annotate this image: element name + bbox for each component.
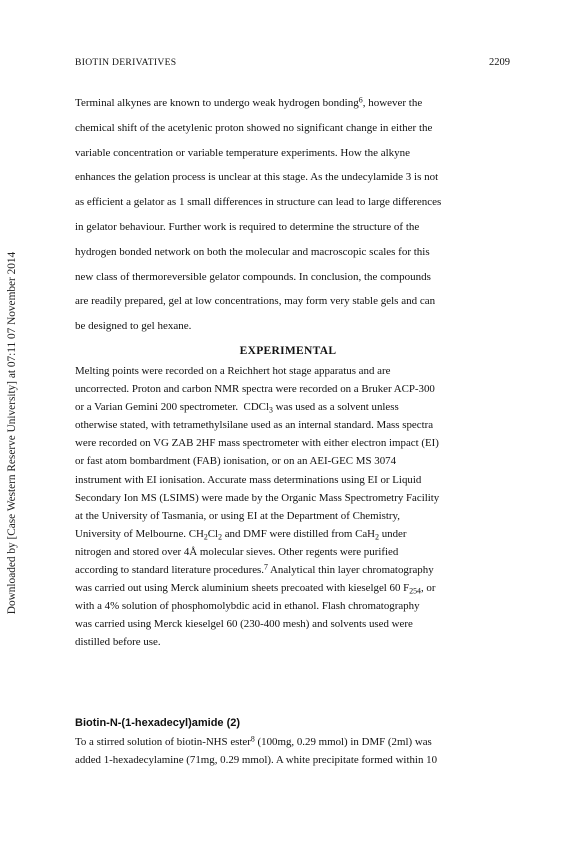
text-line: was carried out using Merck aluminium sheets precoated with kieselgel 60 $F_{254}$, or <box>75 582 436 596</box>
text-line: Melting points were recorded on a Reichhert hot stage apparatus and are <box>75 365 391 377</box>
text-line: with a 4% solution of phosphomolybdic acid in ethanol. Flash chromatography <box>75 600 420 613</box>
text-line: nitrogen and stored over 4Å molecular sieves. Other regents were purified <box>75 545 399 558</box>
text-line: instrument with EI ionisation. Accurate mass determinations using EI or Liquid <box>75 473 422 486</box>
text-line: otherwise stated, with tetramethylsilane used as an internal standard. Mass spectra <box>75 419 434 432</box>
page-number: 2209 <box>489 57 510 68</box>
text-line: or a Varian Gemini 200 spectrometer. CDCl$_3$ was used as a solvent unless <box>75 401 399 415</box>
discussion-paragraph <box>75 91 513 339</box>
text-line: in gelator behaviour. Further work is required to determine the structure of the <box>75 220 420 233</box>
text-line: new class of thermoreversible gelator compounds. In conclusion, the compounds <box>75 270 431 283</box>
download-watermark <box>1 168 23 698</box>
experimental-paragraph <box>75 362 515 652</box>
download-note: Downloaded by [Case Western Reserve University] at 07:11 07 November 2014 <box>6 251 18 615</box>
text-line: variable concentration or variable temperature experiments. How the alkyne <box>75 146 411 159</box>
text-line: Secondary Ion MS (LSIMS) were made by the Organic Mass Spectrometry Facility <box>75 491 440 504</box>
text-line: distilled before use. <box>75 636 161 649</box>
text-line: To a stirred solution of biotin-NHS ester$^8$ (100mg, 0.29 mmol) in DMF (2ml) was <box>75 734 432 748</box>
text-line: enhances the gelation process is unclear at this stage. As the undecylamide 3 is not <box>75 171 439 184</box>
text-line: are readily prepared, gel at low concentrations, may form very stable gels and can <box>75 295 436 308</box>
text-line: at the University of Tasmania, or using EI at the Department of Chemistry, <box>75 509 400 522</box>
text-line: added 1-hexadecylamine (71mg, 0.29 mmol). A white precipitate formed within 10 <box>75 754 438 767</box>
reference-superscript: 7 <box>264 562 268 572</box>
text-line: or fast atom bombardment (FAB) ionisation, or on an AEI-GEC MS 3074 <box>75 455 397 468</box>
section-heading-experimental: EXPERIMENTAL <box>239 345 337 357</box>
synthesis-paragraph <box>75 733 515 769</box>
text-line: chemical shift of the acetylenic proton showed no significant change in either the <box>75 121 433 134</box>
text-line: was carried using Merck kieselgel 60 (230-400 mesh) and solvents used were <box>75 618 413 631</box>
text-line: Terminal alkynes are known to undergo weak hydrogen bonding$^6$, however the <box>75 95 423 109</box>
text-line: were recorded on VG ZAB 2HF mass spectrometer with either electron impact (EI) <box>75 437 439 450</box>
running-title: BIOTIN DERIVATIVES <box>75 57 177 68</box>
text-line: according to standard literature procedures.$^7$ Analytical thin layer chromatography <box>75 562 434 577</box>
text-line: as efficient a gelator as 1 small differences in structure can lead to large differences <box>75 196 442 209</box>
text-line: uncorrected. Proton and carbon NMR spectra were recorded on a Bruker ACP-300 <box>75 383 435 396</box>
text-line: University of Melbourne. $CH_2Cl_2$ and DMF were distilled from CaH$_2$ under <box>75 527 407 542</box>
text-line: hydrogen bonded network on both the molecular and macroscopic scales for this <box>75 245 430 258</box>
reference-superscript: 6 <box>358 95 363 105</box>
compound-heading: Biotin-N-(1-hexadecyl)amide (2) <box>75 717 241 729</box>
text-line: be designed to gel hexane. <box>75 320 192 333</box>
reference-superscript: 8 <box>250 734 255 744</box>
